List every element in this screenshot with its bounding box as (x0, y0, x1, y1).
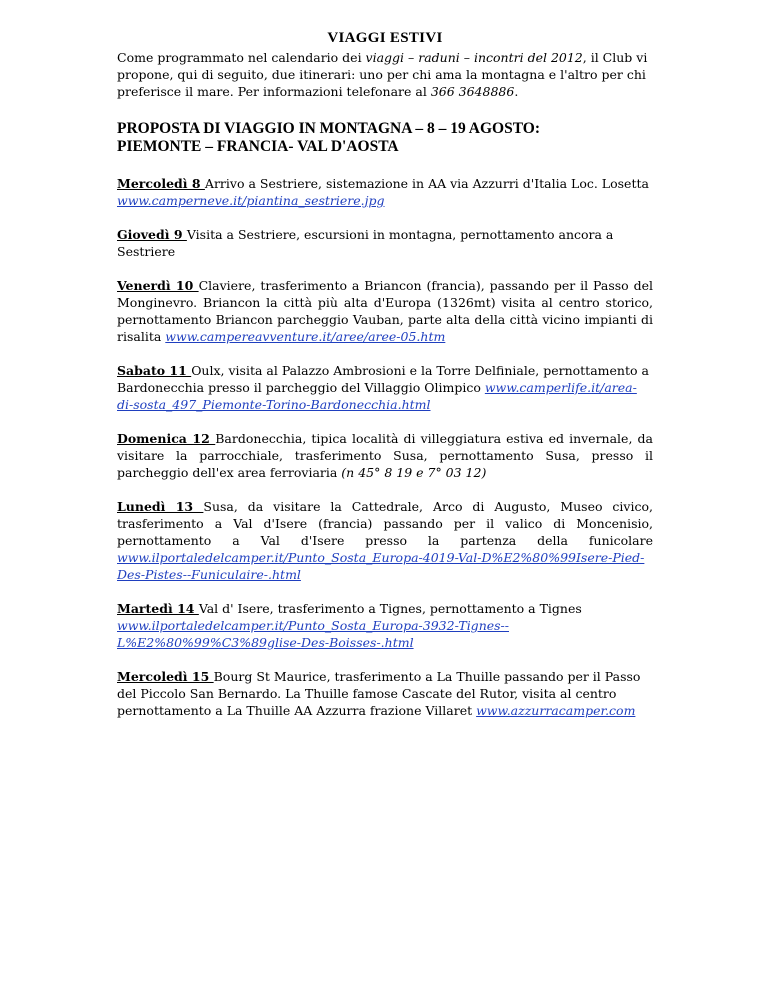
intro-italic-text: viaggi – raduni – incontri del 2012 (365, 50, 583, 65)
day-link[interactable]: www.camperlife.it/area-di-sosta_497_Piemonte-Torino-Bardonecchia.html (117, 380, 637, 412)
day-text: Visita a Sestriere, escursioni in montagna, pernottamento ancora a Sestriere (117, 227, 614, 259)
section-heading (117, 120, 653, 156)
day-label: Mercoledì 8 (117, 176, 205, 191)
day-label: Giovedì 9 (117, 227, 187, 242)
day-text: Bardonecchia, tipica località di villeggiatura estiva ed invernale, da visitare la parrocchiale, trasferimento Susa, pernottamento Susa, presso il parcheggio dell'ex area ferroviaria (117, 431, 653, 480)
intro-end: . (514, 84, 519, 99)
day-entry (117, 277, 653, 345)
day-link[interactable]: www.azzurracamper.com (476, 703, 636, 718)
day-text: Oulx, visita al Palazzo Ambrosioni e la Torre Delfiniale, pernottamento a Bardonecchia presso il parcheggio del Villaggio Olimpico (117, 363, 649, 395)
day-link[interactable]: www.camperneve.it/piantina_sestriere.jpg (117, 193, 385, 208)
day-link[interactable]: www.ilportaledelcamper.it/Punto_Sosta_Europa-3932-Tignes--L%E2%80%99%C3%89glise-Des-Boisses-.html (117, 618, 509, 650)
day-label: Domenica 12 (117, 431, 216, 446)
day-entry (117, 226, 653, 260)
day-link[interactable]: www.ilportaledelcamper.it/Punto_Sosta_Europa-4019-Val-D%E2%80%99Isere-Pied-Des-Pistes--Funiculaire-.html (117, 550, 645, 582)
phone-number: 366 3648886 (430, 84, 515, 99)
day-label: Mercoledì 15 (117, 669, 214, 684)
day-link[interactable]: www.campereavventure.it/aree/aree-05.htm (165, 329, 446, 344)
day-entry (117, 668, 653, 719)
day-text: Claviere, trasferimento a Briancon (francia), passando per il Passo del Monginevro. Briancon la città più alta d'Europa (1326mt) visita al centro storico, pernottamento Briancon parcheggio Vauban, parte alta della città vicino impianti di risalita (117, 278, 653, 344)
day-text: Bourg St Maurice, trasferimento a La Thuille passando per il Passo del Piccolo San Bernardo. La Thuille famose Cascate del Rutor, visita al centro pernottamento a La Thuille AA Azzurra frazione Villaret (117, 669, 641, 718)
section-heading-line-1: PROPOSTA DI VIAGGIO IN MONTAGNA – 8 – 19 AGOSTO: (117, 120, 541, 137)
day-entry (117, 600, 653, 651)
day-label: Martedì 14 (117, 601, 199, 616)
day-text: Val d' Isere, trasferimento a Tignes, pernottamento a Tignes (198, 601, 582, 616)
day-text: Arrivo a Sestriere, sistemazione in AA via Azzurri d'Italia Loc. Losetta (204, 176, 649, 191)
day-text: Susa, da visitare la Cattedrale, Arco di Augusto, Museo civico, trasferimento a Val d'Isere (francia) passando per il valico di Moncenisio, pernottamento a Val d'Isere presso la partenza della funicolare (117, 499, 653, 548)
day-label: Sabato 11 (117, 363, 192, 378)
day-label: Lunedì 13 (117, 499, 204, 514)
intro-paragraph (117, 49, 653, 100)
intro-text-2: , il Club vi propone, qui di seguito, due itinerari: uno per chi ama la montagna e l'altro per chi preferisce il mare. Per informazioni telefonare al (117, 50, 648, 99)
day-entry (117, 430, 653, 481)
day-label: Venerdì 10 (117, 278, 199, 293)
section-heading-line-2: PIEMONTE – FRANCIA- VAL D'AOSTA (117, 138, 399, 155)
coordinates-text: (n 45° 8 19 e 7° 03 12) (341, 465, 487, 480)
page-title: VIAGGI ESTIVI (327, 30, 443, 46)
day-entry (117, 498, 653, 583)
document-page (117, 30, 653, 736)
intro-text: Come programmato nel calendario dei (117, 50, 366, 65)
day-entry (117, 362, 653, 413)
day-entry (117, 175, 653, 209)
